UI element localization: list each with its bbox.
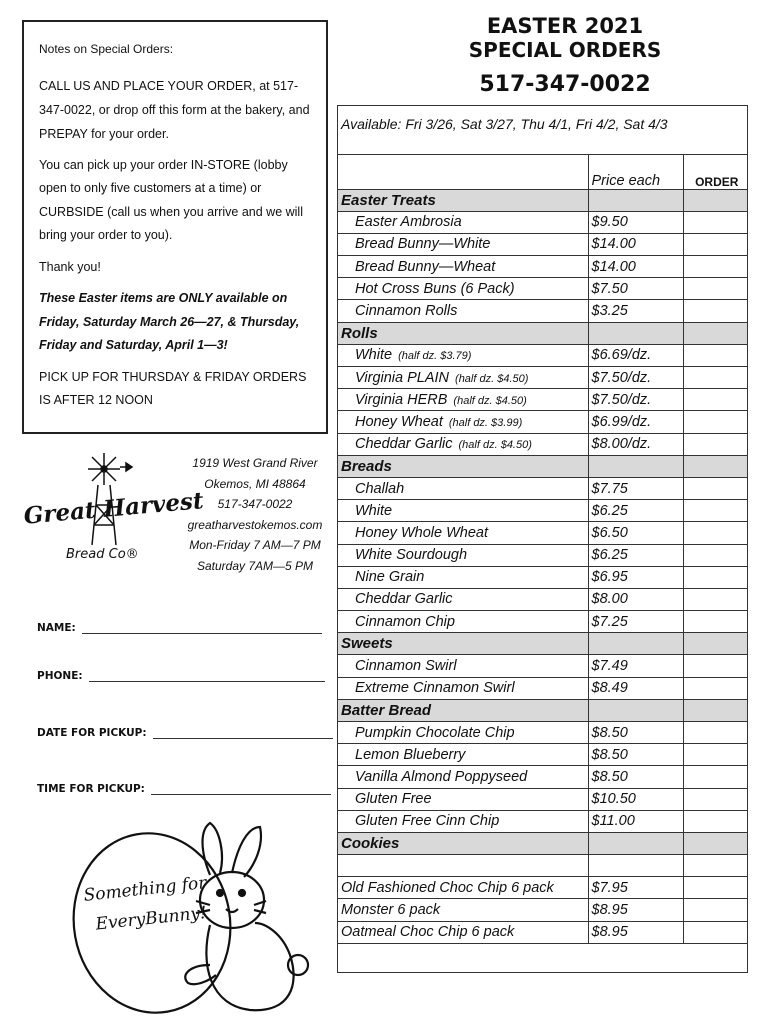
bunny-body bbox=[206, 923, 293, 1010]
bunny-ear-right bbox=[232, 827, 261, 877]
item-name: Cinnamon Chip bbox=[355, 613, 455, 630]
item-price: $8.00 bbox=[588, 588, 683, 610]
item-name: Nine Grain bbox=[355, 569, 425, 586]
menu-item-row bbox=[338, 655, 747, 677]
notes-availability bbox=[39, 287, 314, 358]
order-quantity-cell[interactable] bbox=[683, 566, 747, 588]
order-quantity-cell[interactable] bbox=[683, 744, 747, 766]
item-name: Honey Wheat bbox=[355, 413, 443, 430]
logo-name: Great Harvest bbox=[22, 487, 205, 530]
category-row bbox=[338, 455, 747, 477]
pickup-date-line[interactable] bbox=[153, 728, 333, 739]
store-info bbox=[180, 453, 330, 576]
menu-item-row bbox=[338, 744, 747, 766]
phone-line[interactable] bbox=[89, 671, 325, 682]
order-quantity-cell[interactable] bbox=[683, 367, 747, 389]
category-name: Sweets bbox=[341, 635, 393, 653]
item-name: White bbox=[355, 502, 393, 519]
item-price bbox=[588, 455, 683, 477]
bunny-slogan-line1: Something for bbox=[82, 873, 208, 906]
item-price bbox=[588, 699, 683, 721]
name-field[interactable] bbox=[37, 622, 322, 634]
order-quantity-cell[interactable] bbox=[683, 921, 747, 943]
order-quantity-cell[interactable] bbox=[683, 722, 747, 744]
bunny-slogan-line2: EveryBunny! bbox=[94, 903, 208, 935]
notes-pickup-instructions: You can pick up your order IN-STORE (lobby open to only five customers at a time) or CURBSIDE (call us when you arrive and we will bring your order to you). bbox=[39, 157, 303, 242]
menu-item-row bbox=[338, 367, 747, 389]
item-price bbox=[588, 832, 683, 854]
item-name: White Sourdough bbox=[355, 547, 468, 564]
item-price: $6.99/dz. bbox=[588, 411, 683, 433]
item-name: Extreme Cinnamon Swirl bbox=[355, 680, 515, 697]
item-name: Bread Bunny—White bbox=[355, 236, 491, 253]
great-harvest-logo bbox=[22, 445, 205, 565]
order-quantity-cell[interactable] bbox=[683, 766, 747, 788]
order-quantity-cell[interactable] bbox=[683, 788, 747, 810]
item-name: Cinnamon Rolls bbox=[355, 303, 458, 320]
item-price: $7.95 bbox=[588, 877, 683, 899]
phone-label: PHONE: bbox=[37, 670, 83, 682]
menu-item-row bbox=[338, 899, 747, 921]
item-name: Oatmeal Choc Chip 6 pack bbox=[341, 924, 515, 941]
category-row bbox=[338, 189, 747, 211]
order-quantity-cell[interactable] bbox=[683, 389, 747, 411]
order-quantity-cell[interactable] bbox=[683, 300, 747, 322]
half-dozen-price: (half dz. $3.99) bbox=[448, 416, 523, 429]
item-price: $6.25 bbox=[588, 544, 683, 566]
item-name: Old Fashioned Choc Chip 6 pack bbox=[341, 879, 554, 896]
store-address-line1: 1919 West Grand River bbox=[192, 456, 318, 470]
item-name: Virginia PLAIN bbox=[355, 369, 450, 386]
item-name: Virginia HERB bbox=[355, 391, 448, 408]
item-price: $14.00 bbox=[588, 233, 683, 255]
menu-item-row bbox=[338, 522, 747, 544]
pickup-time-field[interactable] bbox=[37, 783, 331, 795]
category-name: Rolls bbox=[341, 324, 378, 342]
menu-item-row bbox=[338, 566, 747, 588]
order-quantity-cell[interactable] bbox=[683, 477, 747, 499]
availability-dates: Available: Fri 3/26, Sat 3/27, Thu 4/1, Fri 4/2, Sat 4/3 bbox=[338, 106, 747, 155]
item-price: $6.69/dz. bbox=[588, 344, 683, 366]
menu-item-row bbox=[338, 477, 747, 499]
notes-call-instructions: CALL US AND PLACE YOUR ORDER, at 517-347-0022, or drop off this form at the bakery, and PREPAY for your order. bbox=[39, 78, 310, 141]
item-name: Cheddar Garlic bbox=[355, 436, 453, 453]
title-special-orders: SPECIAL ORDERS bbox=[468, 38, 662, 62]
item-price: $8.50 bbox=[588, 722, 683, 744]
half-dozen-price: (half dz. $4.50) bbox=[455, 372, 529, 385]
order-quantity-cell[interactable] bbox=[683, 522, 747, 544]
menu-item-row bbox=[338, 921, 747, 943]
pickup-time-line[interactable] bbox=[151, 784, 331, 795]
item-price: $7.25 bbox=[588, 611, 683, 633]
menu-item-row bbox=[338, 300, 747, 322]
item-price: $8.95 bbox=[588, 899, 683, 921]
menu-item-row bbox=[338, 433, 747, 455]
phone-field[interactable] bbox=[37, 670, 325, 682]
item-name: Cheddar Garlic bbox=[355, 591, 453, 608]
order-quantity-cell[interactable] bbox=[683, 877, 747, 899]
order-quantity-cell[interactable] bbox=[683, 588, 747, 610]
store-hours-weekday: Mon-Friday 7 AM—7 PM bbox=[189, 538, 321, 552]
item-price: $8.50 bbox=[588, 744, 683, 766]
menu-item-row bbox=[338, 588, 747, 610]
pickup-date-field[interactable] bbox=[37, 727, 333, 739]
order-quantity-cell[interactable] bbox=[683, 544, 747, 566]
store-address-line2: Okemos, MI 48864 bbox=[204, 476, 306, 491]
half-dozen-price: (half dz. $3.79) bbox=[398, 350, 472, 363]
order-quantity-cell[interactable] bbox=[683, 411, 747, 433]
order-quantity-cell[interactable] bbox=[683, 611, 747, 633]
menu-item-row bbox=[338, 411, 747, 433]
pickup-time-label: TIME FOR PICKUP: bbox=[37, 783, 145, 795]
order-quantity-cell[interactable] bbox=[683, 433, 747, 455]
notes-title: Notes on Special Orders: bbox=[39, 42, 174, 56]
item-price: $7.50/dz. bbox=[588, 367, 683, 389]
order-quantity-cell[interactable] bbox=[683, 256, 747, 278]
menu-item-row bbox=[338, 344, 747, 366]
item-price bbox=[588, 633, 683, 655]
bunny-egg-illustration bbox=[60, 815, 335, 1020]
item-price: $8.95 bbox=[588, 921, 683, 943]
half-dozen-price: (half dz. $4.50) bbox=[458, 439, 532, 452]
category-row bbox=[338, 699, 747, 721]
item-price: $8.50 bbox=[588, 766, 683, 788]
item-price: $11.00 bbox=[588, 810, 683, 832]
menu-item-row bbox=[338, 544, 747, 566]
notes-thank-you: Thank you! bbox=[39, 259, 101, 274]
order-quantity-cell bbox=[683, 855, 747, 877]
item-price bbox=[588, 322, 683, 344]
name-line[interactable] bbox=[82, 623, 322, 634]
order-quantity-cell[interactable] bbox=[683, 810, 747, 832]
column-header-row bbox=[338, 155, 747, 189]
name-label: NAME: bbox=[37, 622, 76, 634]
item-price bbox=[588, 855, 683, 877]
category-name: Batter Bread bbox=[341, 701, 432, 719]
item-price bbox=[588, 189, 683, 211]
order-quantity-cell[interactable] bbox=[683, 278, 747, 300]
order-menu bbox=[337, 105, 748, 973]
item-name: Vanilla Almond Poppyseed bbox=[355, 768, 528, 785]
item-price: $6.95 bbox=[588, 566, 683, 588]
price-each-header: Price each bbox=[588, 155, 683, 189]
item-name: Easter Ambrosia bbox=[355, 214, 462, 231]
logo-subtitle: Bread Co® bbox=[66, 547, 139, 562]
order-quantity-cell[interactable] bbox=[683, 500, 747, 522]
blank-row bbox=[338, 855, 747, 877]
item-price: $7.50 bbox=[588, 278, 683, 300]
menu-item-row bbox=[338, 233, 747, 255]
store-hours-saturday: Saturday 7AM—5 PM bbox=[196, 558, 314, 573]
title-easter: EASTER 2021 bbox=[486, 14, 644, 38]
pickup-date-label: DATE FOR PICKUP: bbox=[37, 727, 147, 739]
order-quantity-cell bbox=[683, 455, 747, 477]
order-quantity-cell[interactable] bbox=[683, 233, 747, 255]
order-quantity-cell[interactable] bbox=[683, 655, 747, 677]
item-price: $10.50 bbox=[588, 788, 683, 810]
menu-item-row bbox=[338, 877, 747, 899]
order-header: ORDER bbox=[683, 155, 747, 189]
item-name: Lemon Blueberry bbox=[355, 746, 466, 763]
order-quantity-cell[interactable] bbox=[683, 211, 747, 233]
category-name: Breads bbox=[341, 457, 392, 475]
order-quantity-cell bbox=[683, 832, 747, 854]
menu-item-row bbox=[338, 389, 747, 411]
category-row bbox=[338, 633, 747, 655]
item-price: $7.75 bbox=[588, 477, 683, 499]
item-price: $9.50 bbox=[588, 211, 683, 233]
menu-item-row bbox=[338, 278, 747, 300]
bunny-head bbox=[200, 872, 264, 928]
menu-item-row bbox=[338, 788, 747, 810]
item-name: Hot Cross Buns (6 Pack) bbox=[355, 280, 515, 297]
item-price: $14.00 bbox=[588, 256, 683, 278]
menu-item-row bbox=[338, 500, 747, 522]
category-row bbox=[338, 322, 747, 344]
category-name: Easter Treats bbox=[341, 191, 436, 209]
item-name: Honey Whole Wheat bbox=[355, 524, 488, 541]
header-phone: 517-347-0022 bbox=[479, 72, 651, 97]
item-name: White bbox=[355, 347, 393, 364]
order-quantity-cell bbox=[683, 322, 747, 344]
menu-item-row bbox=[338, 211, 747, 233]
item-name: Cinnamon Swirl bbox=[355, 658, 457, 675]
item-price: $6.50 bbox=[588, 522, 683, 544]
item-name: Gluten Free Cinn Chip bbox=[355, 813, 500, 830]
category-name: Cookies bbox=[341, 835, 400, 853]
bunny-tail bbox=[288, 955, 308, 975]
order-quantity-cell bbox=[683, 189, 747, 211]
order-quantity-cell bbox=[683, 699, 747, 721]
order-quantity-cell[interactable] bbox=[683, 344, 747, 366]
notes-box bbox=[22, 20, 328, 434]
category-row bbox=[338, 832, 747, 854]
menu-item-row bbox=[338, 611, 747, 633]
menu-table bbox=[338, 155, 747, 944]
menu-item-row bbox=[338, 810, 747, 832]
order-quantity-cell[interactable] bbox=[683, 899, 747, 921]
menu-item-row bbox=[338, 677, 747, 699]
order-quantity-cell bbox=[683, 633, 747, 655]
menu-item-row bbox=[338, 766, 747, 788]
item-price: $6.25 bbox=[588, 500, 683, 522]
store-phone: 517-347-0022 bbox=[217, 497, 293, 511]
item-price: $7.50/dz. bbox=[588, 389, 683, 411]
store-website: greatharvestokemos.com bbox=[187, 517, 323, 532]
item-name: Pumpkin Chocolate Chip bbox=[355, 724, 515, 741]
menu-item-row bbox=[338, 256, 747, 278]
item-name: Bread Bunny—Wheat bbox=[355, 258, 496, 275]
item-price: $7.49 bbox=[588, 655, 683, 677]
item-name: Monster 6 pack bbox=[341, 901, 441, 918]
item-price: $3.25 bbox=[588, 300, 683, 322]
half-dozen-price: (half dz. $4.50) bbox=[453, 394, 527, 407]
item-name: Gluten Free bbox=[355, 791, 432, 808]
item-price: $8.00/dz. bbox=[588, 433, 683, 455]
order-quantity-cell[interactable] bbox=[683, 677, 747, 699]
item-price: $8.49 bbox=[588, 677, 683, 699]
menu-item-row bbox=[338, 722, 747, 744]
item-name: Challah bbox=[355, 480, 405, 497]
notes-pickup-time: PICK UP FOR THURSDAY & FRIDAY ORDERS IS AFTER 12 NOON bbox=[39, 369, 307, 407]
notes-availability-text: These Easter items are ONLY available on Friday, Saturday March 26—27, & Thursday, Friday and Saturday, April 1—3! bbox=[39, 291, 300, 352]
